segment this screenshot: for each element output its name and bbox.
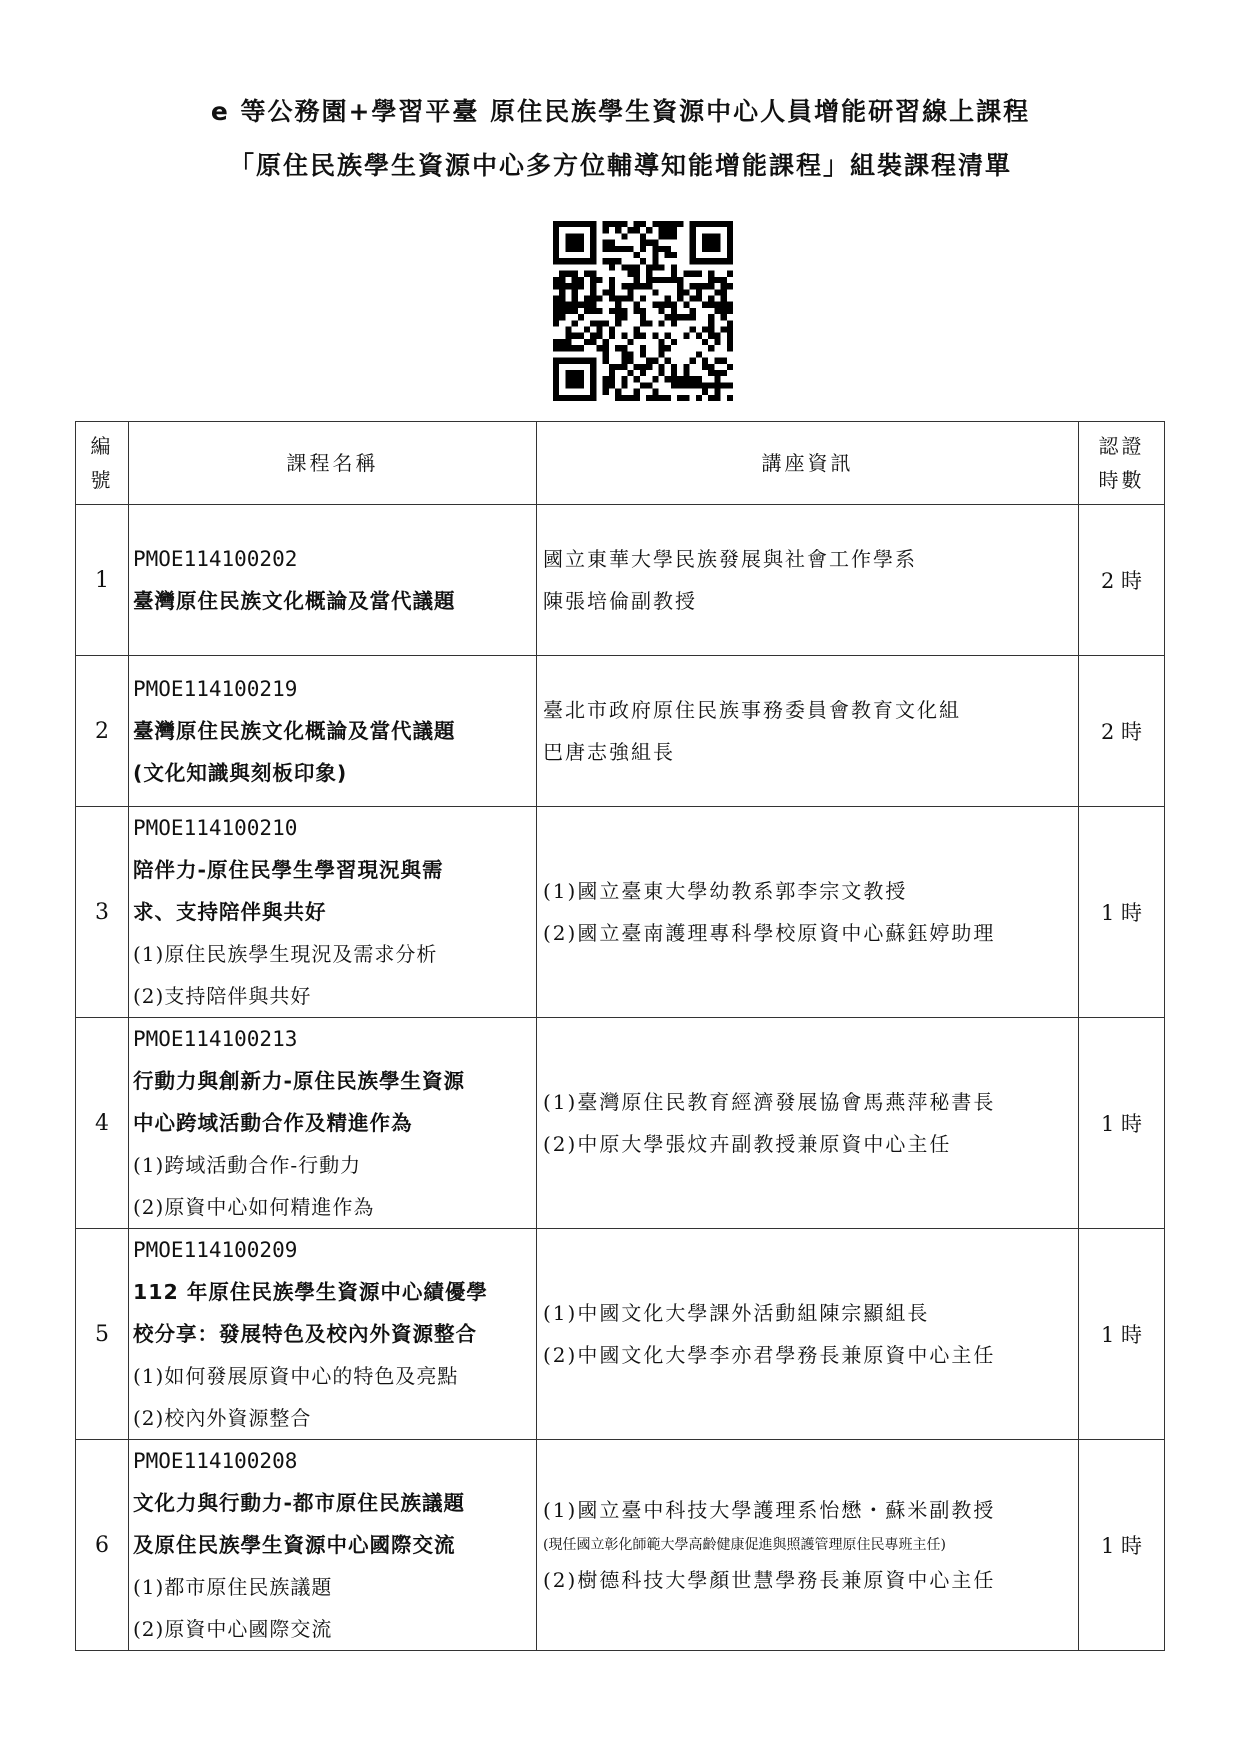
lecturer-line: 臺北市政府原住民族事務委員會教育文化組: [543, 698, 961, 722]
certified-hours: 2 時: [1079, 505, 1165, 656]
table-row: [76, 1018, 1165, 1229]
course-code: PMOE114100208: [133, 1449, 298, 1473]
lecturer-line: (1)國立臺東大學幼教系郭李宗文教授: [543, 879, 908, 903]
lecturer-line: (1)國立臺中科技大學護理系怡懋・蘇米副教授: [543, 1498, 996, 1522]
qr-code[interactable]: [553, 221, 733, 401]
course-name-cell: [129, 1440, 537, 1651]
course-name-cell: [129, 807, 537, 1018]
header-course-name: 課程名稱: [129, 422, 537, 505]
lecturer-line: (1)中國文化大學課外活動組陳宗顯組長: [543, 1301, 930, 1325]
course-subtopic: (1)原住民族學生現況及需求分析: [133, 942, 438, 966]
certified-hours: 2 時: [1079, 656, 1165, 807]
course-title-cont: 求、支持陪伴與共好: [133, 900, 327, 924]
course-title-cont: 校分享：發展特色及校內外資源整合: [133, 1322, 477, 1346]
header-lecturer: 講座資訊: [537, 422, 1079, 505]
course-name-cell: [129, 656, 537, 807]
row-number: 2: [76, 656, 129, 807]
header-hours: 認證 時數: [1079, 422, 1165, 505]
course-title: 臺灣原住民族文化概論及當代議題: [133, 589, 456, 613]
course-subtopic: (2)校內外資源整合: [133, 1406, 312, 1430]
course-title: 112 年原住民族學生資源中心績優學: [133, 1280, 488, 1304]
course-code: PMOE114100213: [133, 1027, 298, 1051]
document-title-line1: e 等公務園+學習平臺 原住民族學生資源中心人員增能研習線上課程: [210, 97, 1031, 126]
course-title: 行動力與創新力-原住民族學生資源: [133, 1069, 466, 1093]
table-row: [76, 656, 1165, 807]
table-header-row: [76, 422, 1165, 505]
lecturer-cell: [537, 807, 1079, 1018]
course-title-cont: 中心跨域活動合作及精進作為: [133, 1111, 413, 1135]
course-subtopic: (2)原資中心如何精進作為: [133, 1195, 375, 1219]
course-title-cont: (文化知識與刻板印象): [133, 761, 348, 785]
course-table: [75, 421, 1165, 1651]
course-subtopic: (1)都市原住民族議題: [133, 1575, 333, 1599]
course-name-cell: [129, 505, 537, 656]
row-number: 3: [76, 807, 129, 1018]
course-title: 文化力與行動力-都市原住民族議題: [133, 1491, 466, 1515]
lecturer-line: (1)臺灣原住民教育經濟發展協會馬燕萍秘書長: [543, 1090, 996, 1114]
certified-hours: 1 時: [1079, 1018, 1165, 1229]
lecturer-line: (2)中原大學張炆卉副教授兼原資中心主任: [543, 1132, 952, 1156]
lecturer-note: (現任國立彰化師範大學高齡健康促進與照護管理原住民專班主任): [543, 1537, 946, 1553]
lecturer-line: (2)國立臺南護理專科學校原資中心蘇鈺婷助理: [543, 921, 996, 945]
lecturer-cell: [537, 656, 1079, 807]
course-title: 臺灣原住民族文化概論及當代議題: [133, 719, 456, 743]
course-subtopic: (2)原資中心國際交流: [133, 1617, 333, 1641]
lecturer-cell: [537, 1440, 1079, 1651]
table-row: [76, 1440, 1165, 1651]
lecturer-line: 陳張培倫副教授: [543, 589, 697, 613]
row-number: 5: [76, 1229, 129, 1440]
certified-hours: 1 時: [1079, 1440, 1165, 1651]
course-subtopic: (2)支持陪伴與共好: [133, 984, 312, 1008]
course-code: PMOE114100210: [133, 816, 298, 840]
course-subtopic: (1)如何發展原資中心的特色及亮點: [133, 1364, 459, 1388]
document-title-line2: 「原住民族學生資源中心多方位輔導知能增能課程」組裝課程清單: [228, 151, 1012, 180]
course-title-cont: 及原住民族學生資源中心國際交流: [133, 1533, 456, 1557]
course-code: PMOE114100202: [133, 547, 298, 571]
header-no: 編 號: [76, 422, 129, 505]
course-name-cell: [129, 1018, 537, 1229]
row-number: 1: [76, 505, 129, 656]
course-code: PMOE114100219: [133, 677, 298, 701]
lecturer-cell: [537, 505, 1079, 656]
lecturer-line: (2)樹德科技大學顏世慧學務長兼原資中心主任: [543, 1568, 996, 1592]
course-title: 陪伴力-原住民學生學習現況與需: [133, 858, 444, 882]
lecturer-line: 巴唐志強組長: [543, 740, 675, 764]
row-number: 4: [76, 1018, 129, 1229]
course-name-cell: [129, 1229, 537, 1440]
table-row: [76, 807, 1165, 1018]
course-code: PMOE114100209: [133, 1238, 298, 1262]
row-number: 6: [76, 1440, 129, 1651]
table-row: [76, 1229, 1165, 1440]
lecturer-cell: [537, 1018, 1079, 1229]
lecturer-line: (2)中國文化大學李亦君學務長兼原資中心主任: [543, 1343, 996, 1367]
lecturer-cell: [537, 1229, 1079, 1440]
certified-hours: 1 時: [1079, 807, 1165, 1018]
certified-hours: 1 時: [1079, 1229, 1165, 1440]
course-subtopic: (1)跨域活動合作-行動力: [133, 1153, 362, 1177]
lecturer-line: 國立東華大學民族發展與社會工作學系: [543, 547, 917, 571]
table-row: [76, 505, 1165, 656]
